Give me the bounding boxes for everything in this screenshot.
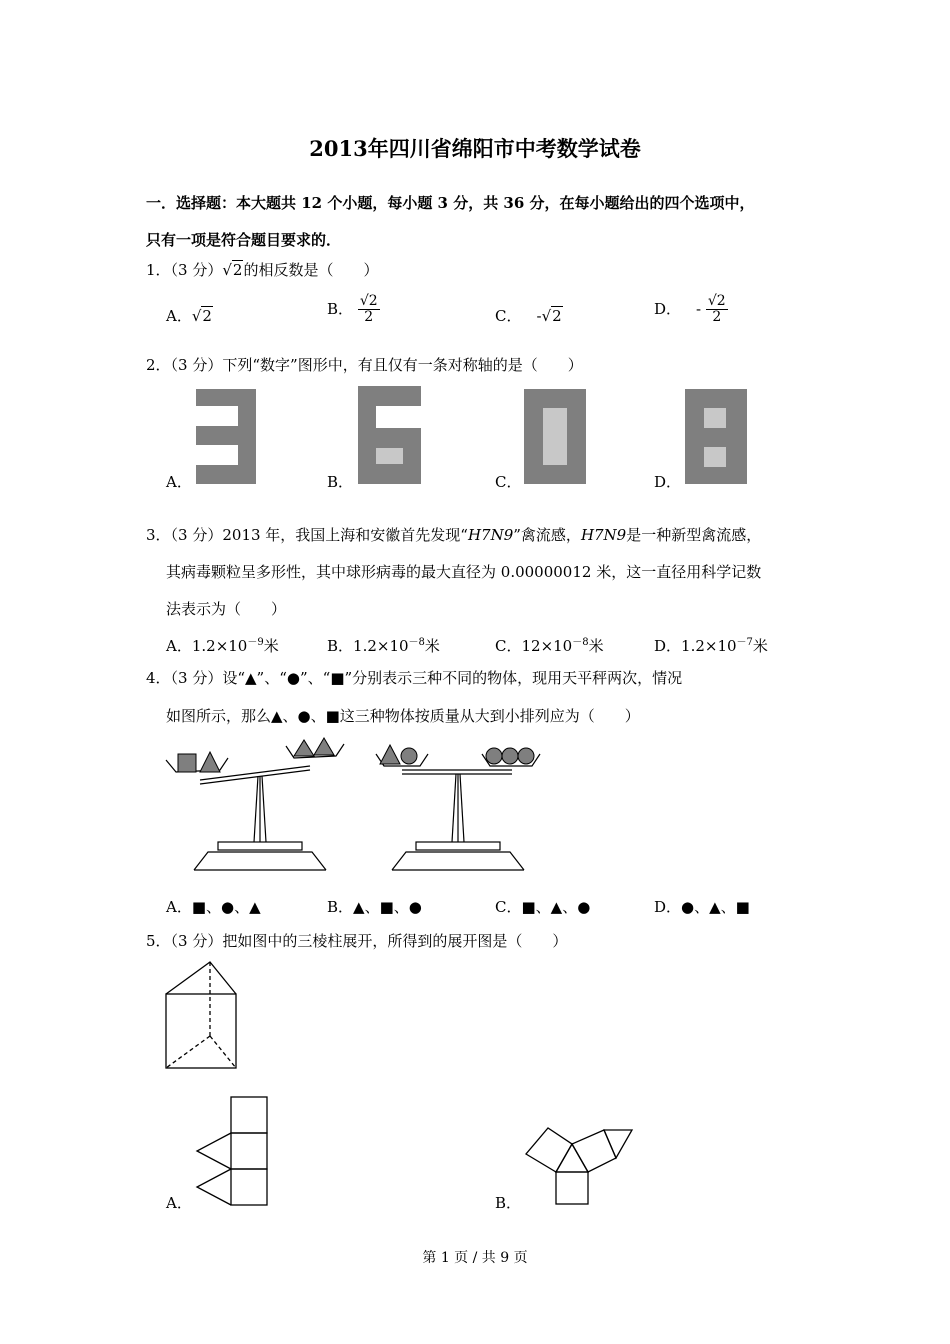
square-object — [178, 754, 196, 772]
q2-option-c-label[interactable]: C． — [495, 473, 522, 491]
q4-option-a[interactable]: A．■、●、▲ — [166, 898, 261, 916]
circle-object — [502, 748, 518, 764]
q2-option-d-label[interactable]: D． — [654, 473, 682, 491]
q1-option-d[interactable]: D． - $\frac{√2}{2}$ — [654, 293, 726, 326]
q5-option-a-label[interactable]: A． — [166, 1194, 192, 1212]
q4-option-c[interactable]: C．■、▲、● — [495, 898, 591, 916]
triangle-object — [200, 752, 220, 772]
question-5-stem: 5．（3 分）把如图中的三棱柱展开，所得到的展开图是（ ） — [146, 932, 568, 950]
q3-option-c[interactable]: C．$12\times 10^{-8}$米 — [495, 637, 604, 655]
digit-0-figure — [524, 389, 586, 484]
digit-8-figure — [685, 389, 747, 484]
question-1-stem — [146, 259, 378, 280]
page-title: 2013年四川省绵阳市中考数学试卷 — [309, 136, 641, 161]
q1-option-a[interactable]: A．√2 — [166, 307, 212, 325]
q1-option-b[interactable]: B． $\frac{√2}{2}$ — [327, 293, 378, 326]
net-figure-b — [524, 1124, 636, 1208]
triangular-prism-figure — [164, 960, 240, 1070]
q3-option-a[interactable]: A．$1.2\times 10^{-9}$米 — [166, 637, 279, 655]
sqrt-expression: √2 — [222, 261, 243, 279]
triangle-object — [294, 740, 314, 756]
q2-option-a-label[interactable]: A． — [166, 473, 192, 491]
balance-scale-2 — [370, 730, 550, 875]
question-2-stem: 2．（3 分）下列“数字”图形中，有且仅有一条对称轴的是（ ） — [146, 356, 583, 374]
q3-option-d[interactable]: D．$1.2\times 10^{-7}$米 — [654, 637, 768, 655]
question-4-line2: 如图所示，那么▲、●、■这三种物体按质量从大到小排列应为（ ） — [166, 707, 640, 725]
q3-option-b[interactable]: B．$1.2\times 10^{-8}$米 — [327, 637, 440, 655]
digit-3-figure — [196, 389, 256, 484]
section-heading-line1: 一．选择题：本大题共 12 个小题，每小题 3 分，共 36 分，在每小题给出的四个选项中， — [146, 194, 755, 212]
question-4-line1: 4．（3 分）设“▲”、“●”、“■”分别表示三种不同的物体，现用天平秤两次，情况 — [146, 669, 683, 687]
balance-scale-1 — [160, 730, 360, 875]
digit-6-figure — [358, 386, 421, 484]
circle-object — [518, 748, 534, 764]
virus-name: H7N9 — [467, 526, 514, 544]
triangle-object — [380, 745, 400, 764]
question-1-stem-tail: 的相反数是（ ） — [243, 261, 379, 279]
q4-option-b[interactable]: B．▲、■、● — [327, 898, 422, 916]
question-3-line3: 法表示为（ ） — [166, 600, 287, 618]
circle-object — [486, 748, 502, 764]
q2-option-b-label[interactable]: B． — [327, 473, 354, 491]
page-footer: 第 1 页 / 共 9 页 — [422, 1250, 528, 1266]
question-3-line2: 其病毒颗粒呈多形性，其中球形病毒的最大直径为 0.00000012 米，这一直径用科学记数 — [166, 563, 762, 581]
q4-option-d[interactable]: D．●、▲、■ — [654, 898, 750, 916]
triangle-object — [314, 738, 334, 755]
question-3-line1: 3．（3 分）2013 年，我国上海和安徽首先发现“H7N9”禽流感，H7N9是一种新型禽流感， — [146, 526, 762, 544]
q1-option-c[interactable]: C． -√2 — [495, 307, 562, 325]
net-figure-a — [194, 1096, 274, 1208]
question-1-points: （3 分） — [170, 261, 223, 279]
circle-object — [401, 748, 417, 764]
question-1-number: 1． — [146, 261, 171, 279]
q5-option-b-label[interactable]: B． — [495, 1194, 522, 1212]
section-heading-line2: 只有一项是符合题目要求的． — [146, 231, 342, 249]
